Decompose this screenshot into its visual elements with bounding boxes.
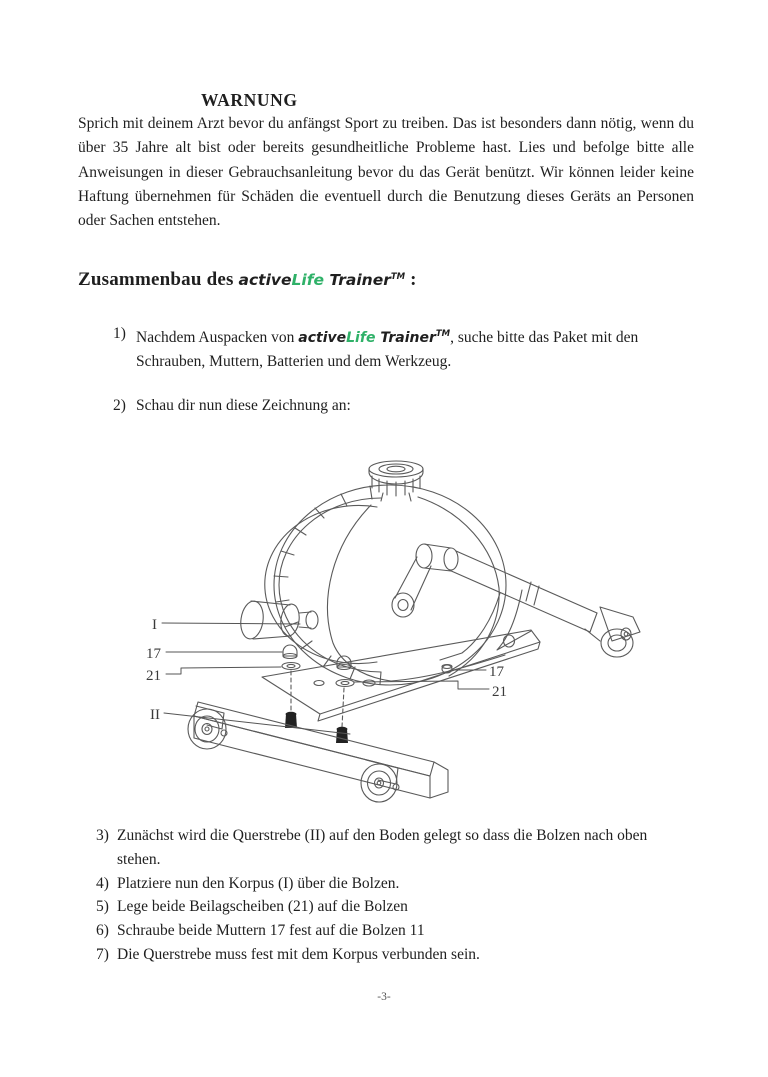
step-text xyxy=(136,322,658,374)
step-text: Zunächst wird die Querstrebe (II) auf den Boden gelegt so dass die Bolzen nach oben stehen. xyxy=(117,827,648,868)
step-number: 5) xyxy=(96,898,109,916)
brand-tm: TM xyxy=(390,272,406,282)
brand-active: active xyxy=(298,330,347,346)
brand-life: Life xyxy=(346,330,376,346)
step-number: 3) xyxy=(96,827,109,844)
step-text: Lege beide Beilagscheiben (21) auf die Bolzen xyxy=(117,898,408,916)
leader-lines xyxy=(162,623,489,734)
crossbar xyxy=(194,702,448,798)
brand-trainer: Trainer xyxy=(380,330,436,346)
castor-wheel-right xyxy=(361,760,399,802)
brand-logo xyxy=(239,271,406,289)
list-item xyxy=(113,322,658,374)
list-item xyxy=(96,895,692,919)
list-item xyxy=(96,919,692,943)
brand-tm: TM xyxy=(435,329,451,339)
step-text: Platziere nun den Korpus (I) über die Bolzen. xyxy=(117,874,400,892)
step-text: Die Querstrebe muss fest mit dem Korpus verbunden sein. xyxy=(117,945,480,963)
part-label-nut-left: 17 xyxy=(146,646,161,662)
step-number: 7) xyxy=(96,945,109,963)
warning-title: WARNUNG xyxy=(201,90,298,110)
hardware-left xyxy=(282,645,300,728)
step-text: Schau dir nun diese Zeichnung an: xyxy=(136,397,351,414)
part-label-washer-left: 21 xyxy=(146,668,161,684)
step-number: 6) xyxy=(96,922,109,940)
tension-knob xyxy=(369,461,423,501)
assembly-heading-prefix: Zusammenbau des xyxy=(78,269,234,290)
trainer-line-drawing xyxy=(130,445,670,815)
brand-trainer: Trainer xyxy=(329,271,391,289)
list-item xyxy=(113,394,658,418)
assembly-steps-top xyxy=(113,322,658,418)
assembly-heading xyxy=(78,269,417,291)
assembly-diagram xyxy=(130,445,670,815)
list-item xyxy=(96,943,692,967)
part-label-crossbar: II xyxy=(150,707,160,723)
warning-paragraph: Sprich mit deinem Arzt bevor du anfängst Sport zu treiben. Das ist besonders dann nötig, wenn du über 35 Jahre alt bist oder bereits gesundheitliche Probleme hast. Lies und befolge bitte alle Anweisungen in dieser Gebrauchsanleitung bevor du das Gerät benützt. Wir können leider keine Haftung übernehmen für Schäden die eventuell durch die Benutzung dieses Geräts an Personen oder Sachen entstehen. xyxy=(78,115,694,230)
left-pedal xyxy=(238,600,318,641)
crank-arm xyxy=(392,544,458,617)
brand-life: Life xyxy=(291,271,324,289)
list-item xyxy=(96,824,692,872)
assembly-steps-bottom xyxy=(96,824,692,967)
step-number: 4) xyxy=(96,874,109,892)
assembly-heading-colon: : xyxy=(410,269,417,290)
part-label-washer-right: 21 xyxy=(492,684,507,700)
step-number: 1) xyxy=(113,325,126,342)
step-number: 2) xyxy=(113,397,126,414)
step1-text-after: , suche bitte das Paket mit den Schrauben, Muttern, Batterien und dem Werkzeug. xyxy=(136,329,639,370)
step-text: Schraube beide Muttern 17 fest auf die Bolzen 11 xyxy=(117,922,425,940)
brand-active: active xyxy=(238,271,292,289)
list-item xyxy=(96,872,692,896)
right-pedal-tube xyxy=(449,551,640,657)
page-number: -3- xyxy=(377,991,391,1003)
step1-text-before: Nachdem Auspacken von xyxy=(136,329,295,346)
brand-logo-inline xyxy=(298,330,450,346)
part-label-nut-right: 17 xyxy=(489,664,504,680)
part-label-body: I xyxy=(152,617,157,633)
